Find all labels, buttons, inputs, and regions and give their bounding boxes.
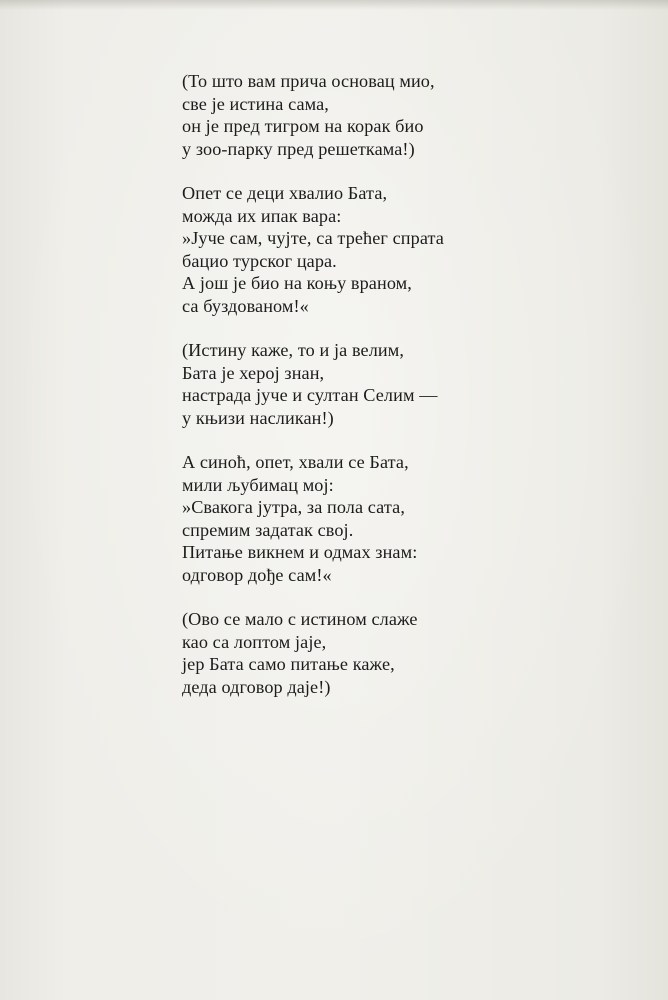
poem-line: Опет се деци хвалио Бата, bbox=[182, 183, 388, 203]
poem-line: бацио турског цара. bbox=[182, 250, 337, 271]
poem-line: (То што вам прича основац мио, bbox=[182, 71, 435, 91]
poem-line: настрада јуче и султан Селим — bbox=[182, 385, 438, 405]
stanza-2 bbox=[182, 182, 602, 317]
stanza-3 bbox=[182, 339, 602, 429]
poem-line: Питање викнем и одмах знам: bbox=[182, 542, 418, 562]
poem-line: он је пред тигром на корак био bbox=[182, 116, 424, 136]
poem-line: (Ово се мало с истином слаже bbox=[182, 609, 418, 629]
poem-line: као са лоптом јаје, bbox=[182, 631, 327, 652]
poem-line: у зоо-парку пред решеткама!) bbox=[182, 138, 415, 159]
poem-line: Бата је херој знан, bbox=[182, 362, 325, 383]
poem-line: (Истину каже, то и ја велим, bbox=[182, 340, 404, 360]
poem-line: деда одговор даје!) bbox=[182, 676, 331, 697]
poem-line: спремим задатак свој. bbox=[182, 519, 354, 540]
page-top-shadow bbox=[0, 0, 668, 10]
poem-line: А још је био на коњу враном, bbox=[182, 273, 412, 293]
poem-line: одговор дође сам!« bbox=[182, 564, 332, 585]
stanza-5 bbox=[182, 608, 602, 698]
poem-line: са буздованом!« bbox=[182, 295, 309, 316]
poem-line: »Свакога јутра, за пола сата, bbox=[182, 497, 405, 517]
poem-line: А синоћ, опет, хвали се Бата, bbox=[182, 452, 409, 472]
poem-line: мили љубимац мој: bbox=[182, 474, 334, 495]
poem-line: можда их ипак вара: bbox=[182, 205, 342, 226]
stanza-4 bbox=[182, 451, 602, 586]
poem-line: јер Бата само питање каже, bbox=[182, 654, 395, 674]
stanza-1 bbox=[182, 70, 602, 160]
poem-line: у књизи насликан!) bbox=[182, 407, 334, 428]
poem-line: »Јуче сам, чујте, са трећег спрата bbox=[182, 228, 444, 248]
poem bbox=[182, 70, 602, 720]
poem-line: све је истина сама, bbox=[182, 93, 329, 114]
